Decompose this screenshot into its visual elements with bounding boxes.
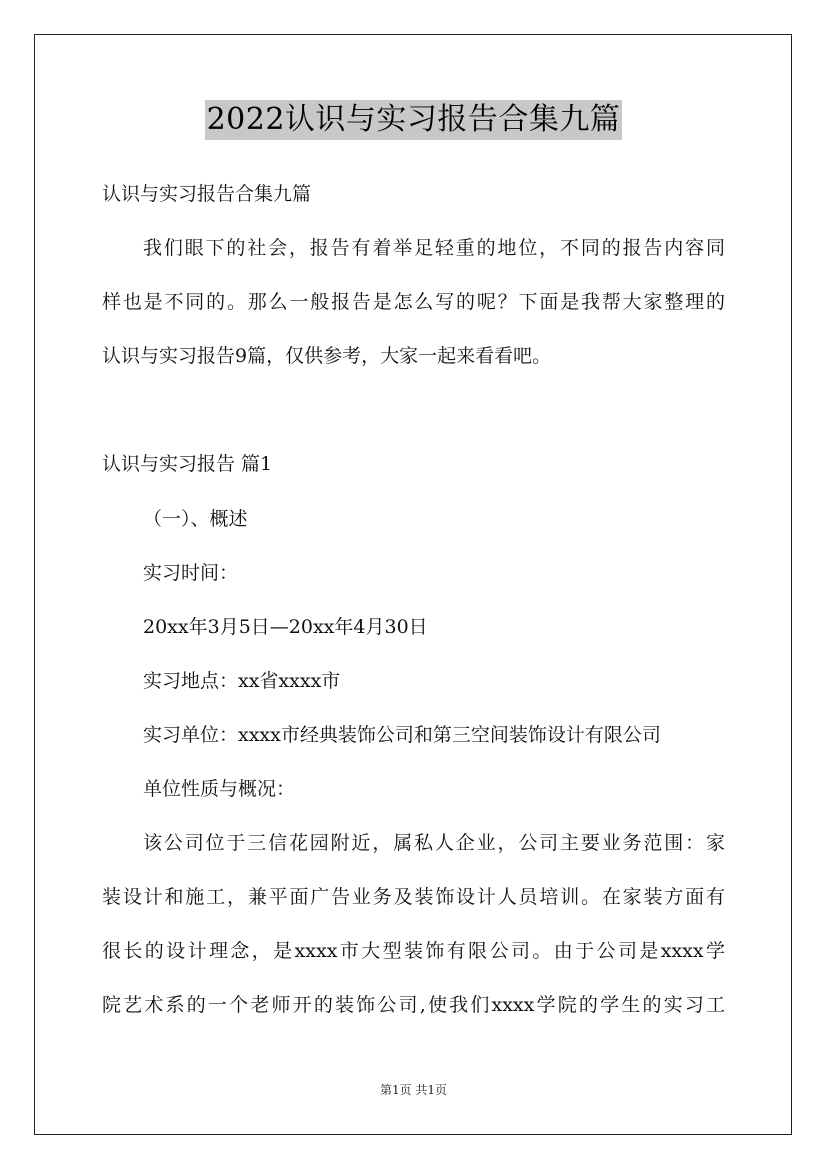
section-line: 20xx年3月5日—20xx年4月30日	[143, 616, 428, 638]
title-block	[0, 100, 827, 140]
intro-line: 我们眼下的社会，报告有着举足轻重的地位，不同的报告内容同	[143, 237, 725, 259]
intro-line: 认识与实习报告9篇，仅供参考，大家一起来看看吧。	[102, 345, 552, 367]
body-line: 该公司位于三信花园附近，属私人企业，公司主要业务范围：家	[143, 832, 725, 854]
body-line: 很长的设计理念，是xxxx市大型装饰有限公司。由于公司是xxxx学	[102, 940, 725, 962]
section-line: 实习时间：	[143, 562, 239, 584]
page-footer: 第1页 共1页	[379, 1083, 448, 1097]
section-heading: 认识与实习报告 篇1	[102, 453, 273, 475]
section-line: 实习地点：xx省xxxx市	[143, 670, 341, 692]
intro-line: 样也是不同的。那么一般报告是怎么写的呢？下面是我帮大家整理的	[102, 291, 725, 313]
document-title: 2022认识与实习报告合集九篇	[205, 100, 623, 140]
body-line: 院艺术系的一个老师开的装饰公司,使我们xxxx学院的学生的实习工	[102, 994, 725, 1016]
section-line: （一）、概述	[143, 508, 248, 530]
section-line: 单位性质与概况：	[143, 778, 296, 800]
body-line: 装设计和施工，兼平面广告业务及装饰设计人员培训。在家装方面有	[102, 886, 725, 908]
document-subtitle: 认识与实习报告合集九篇	[102, 183, 312, 205]
section-line: 实习单位：xxxx市经典装饰公司和第三空间装饰设计有限公司	[143, 724, 661, 746]
